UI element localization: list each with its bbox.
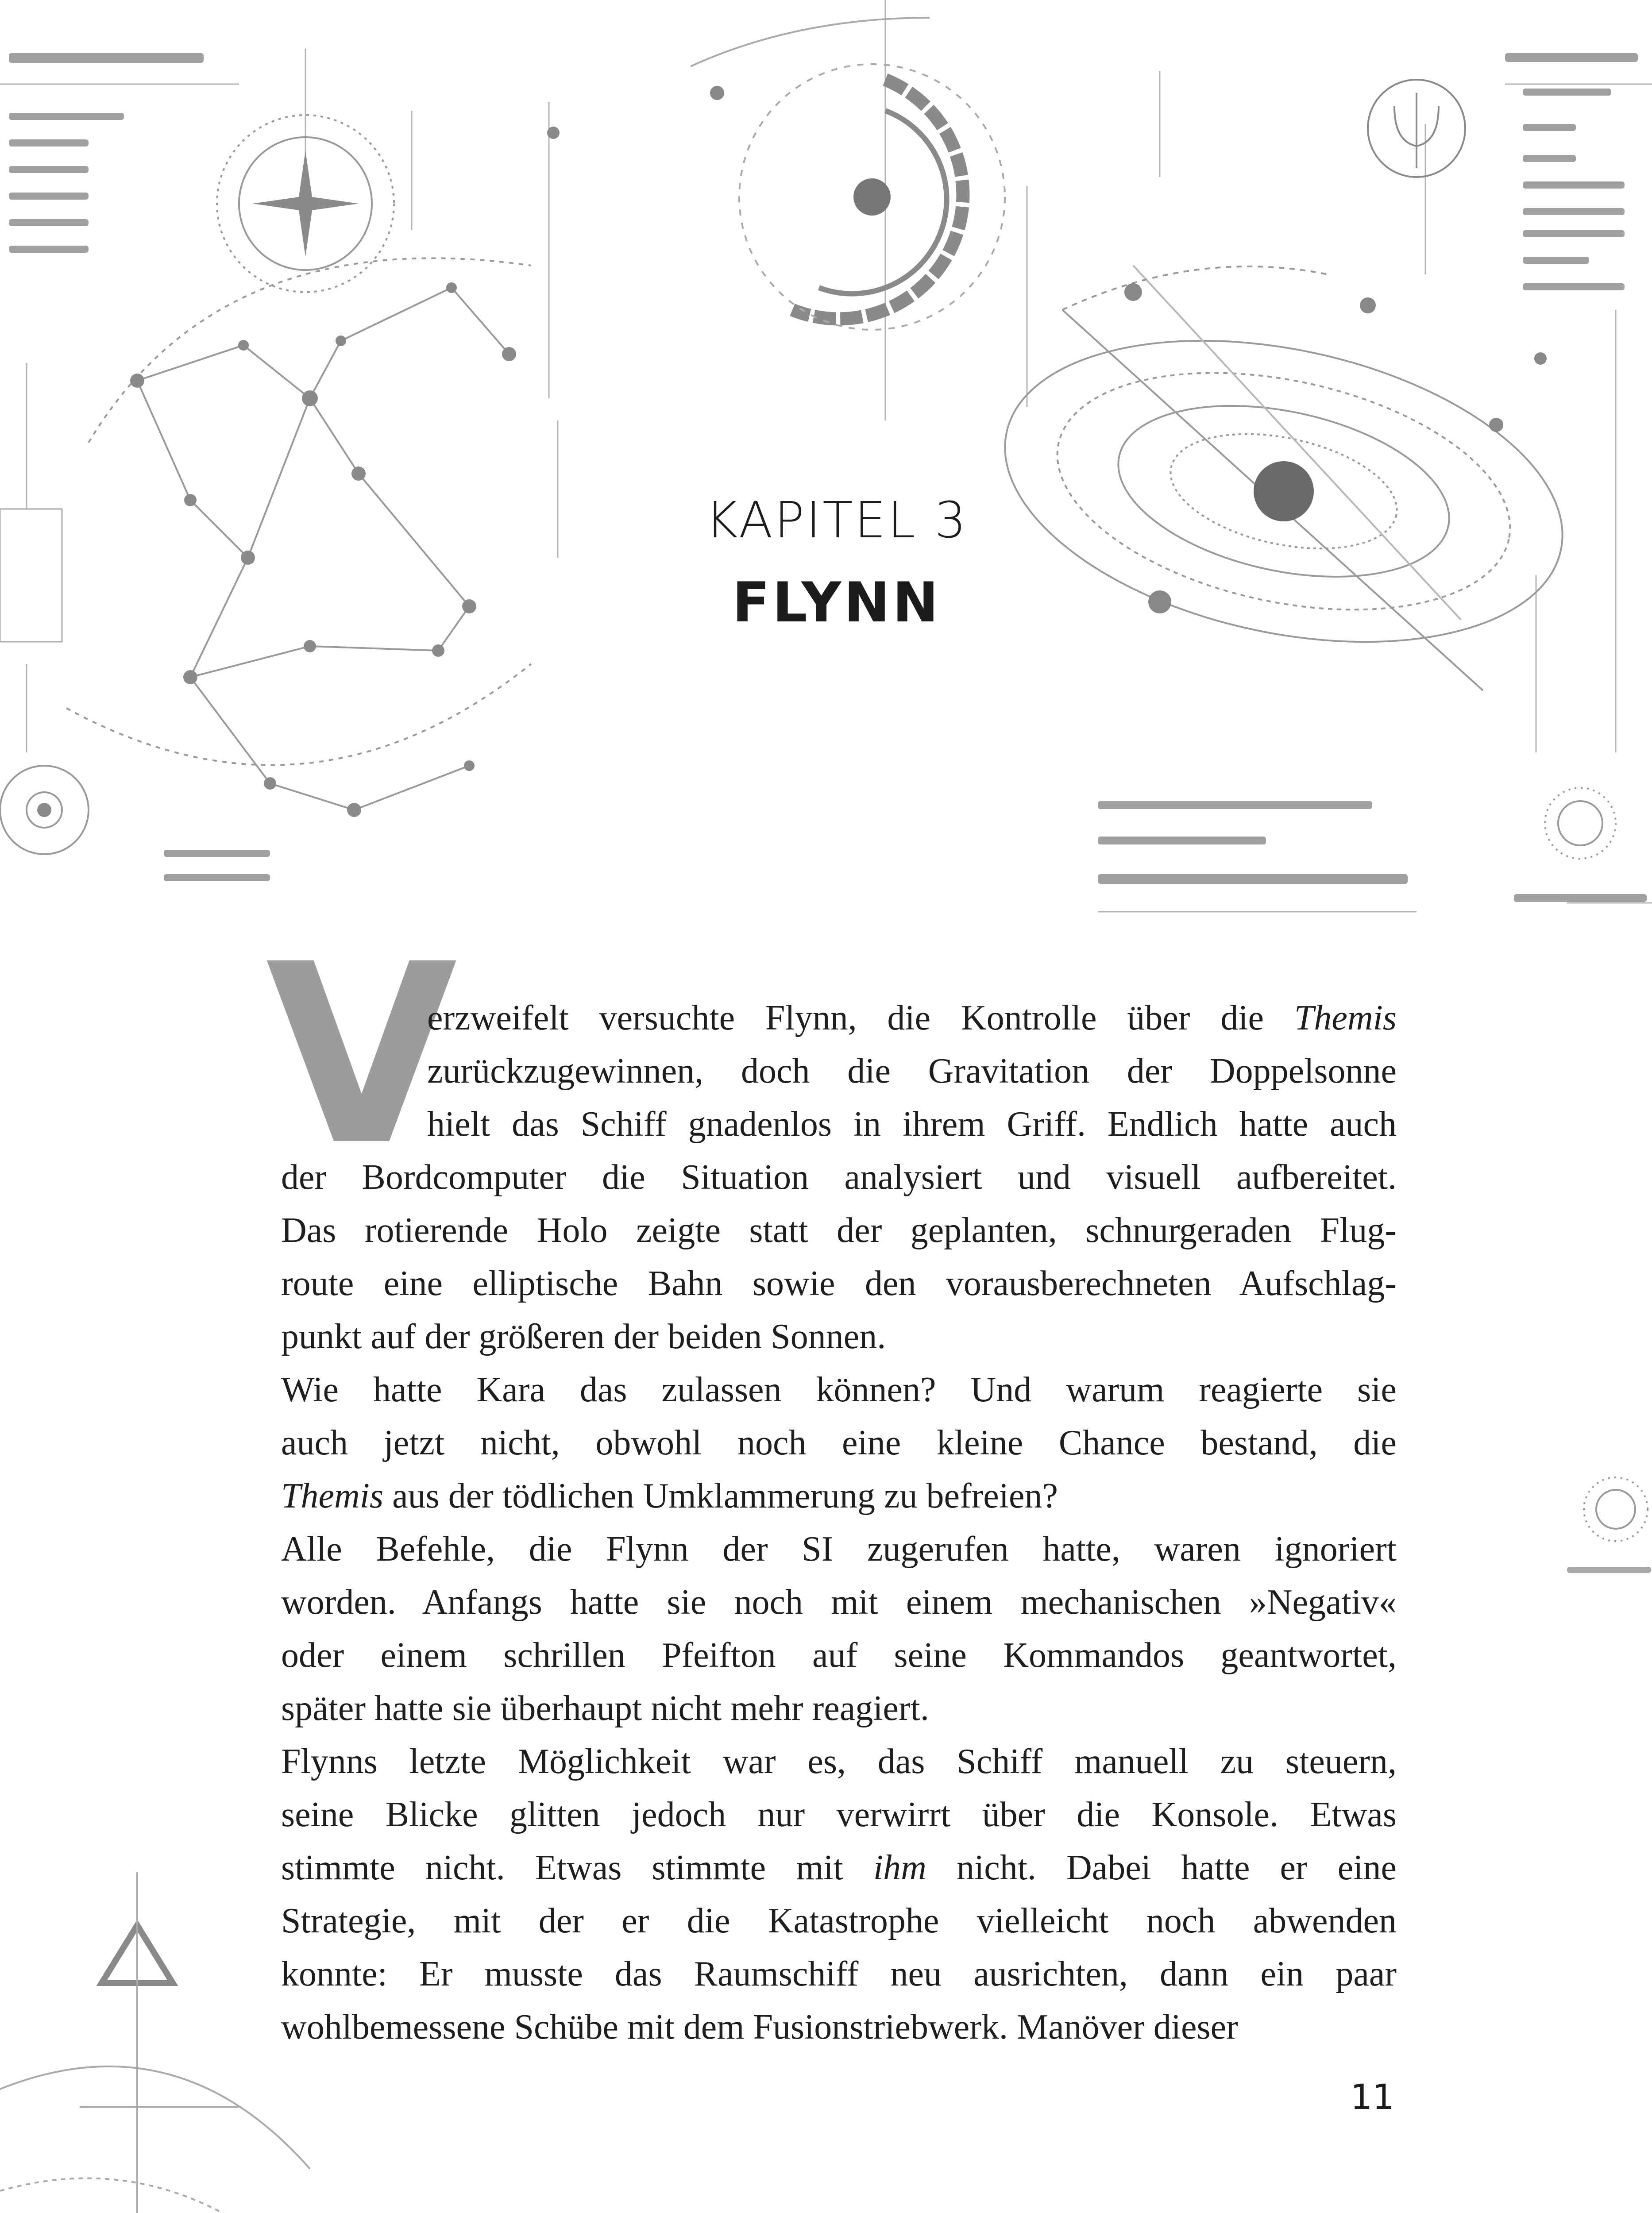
- text-line: konnte: Er musste das Raumschiff neu ausrichten, dann ein paar: [281, 1955, 1397, 1993]
- text-line: Flynns letzte Möglichkeit war es, das Schiff manuell zu steuern,: [281, 1742, 1397, 1781]
- trident-icon: [1368, 80, 1465, 177]
- text-line: Wie hatte Kara das zulassen können? Und warum reagierte sie: [281, 1370, 1397, 1409]
- text-line: der Bordcomputer die Situation analysiert und visuell aufbereitet.: [281, 1158, 1397, 1197]
- text-line: Themis aus der tödlichen Umklammerung zu befreien?: [281, 1477, 1058, 1515]
- text-line: route eine elliptische Bahn sowie den vorausberechneten Aufschlag-: [281, 1264, 1397, 1303]
- triangle-icon: [0, 1872, 310, 2213]
- emphasized-word: Themis: [1294, 999, 1397, 1037]
- text-line: oder einem schrillen Pfeifton auf seine Kommandos geantwortet,: [281, 1636, 1397, 1675]
- text-line: stimmte nicht. Etwas stimmte mit ihm nicht. Dabei hatte er eine: [281, 1848, 1397, 1887]
- text-line: auch jetzt nicht, obwohl noch eine kleine Chance bestand, die: [281, 1423, 1397, 1462]
- text-line: Strategie, mit der er die Katastrophe vielleicht noch abwenden: [281, 1901, 1397, 1940]
- chapter-label: KAPITEL 3: [705, 492, 968, 549]
- text-line: wohlbemessene Schübe mit dem Fusionstriebwerk. Manöver dieser: [281, 2008, 1238, 2047]
- emphasized-word: Themis: [281, 1477, 384, 1515]
- emphasized-word: ihm: [873, 1848, 926, 1887]
- text-line: seine Blicke glitten jedoch nur verwirrt über die Konsole. Etwas: [281, 1795, 1397, 1834]
- text-line: worden. Anfangs hatte sie noch mit einem mechanischen »Negativ«: [281, 1583, 1397, 1622]
- text-line: erzweifelt versuchte Flynn, die Kontrolle über die Themis: [427, 999, 1397, 1037]
- chapter-body-text: [281, 991, 1397, 2054]
- text-line: später hatte sie überhaupt nicht mehr reagiert.: [281, 1689, 929, 1728]
- page-number: 11: [1350, 2078, 1394, 2117]
- text-line: punkt auf der größeren der beiden Sonnen.: [281, 1317, 886, 1356]
- chapter-title: FLYNN: [732, 571, 941, 635]
- drop-cap: V: [266, 911, 458, 1200]
- text-line: Alle Befehle, die Flynn der SI zugerufen hatte, waren ignoriert: [281, 1530, 1397, 1569]
- text-line: Das rotierende Holo zeigte statt der geplanten, schnurgeraden Flug-: [281, 1211, 1397, 1250]
- text-line: hielt das Schiff gnadenlos in ihrem Griff. Endlich hatte auch: [427, 1105, 1397, 1144]
- text-line: zurückzugewinnen, doch die Gravitation der Doppelsonne: [427, 1052, 1397, 1091]
